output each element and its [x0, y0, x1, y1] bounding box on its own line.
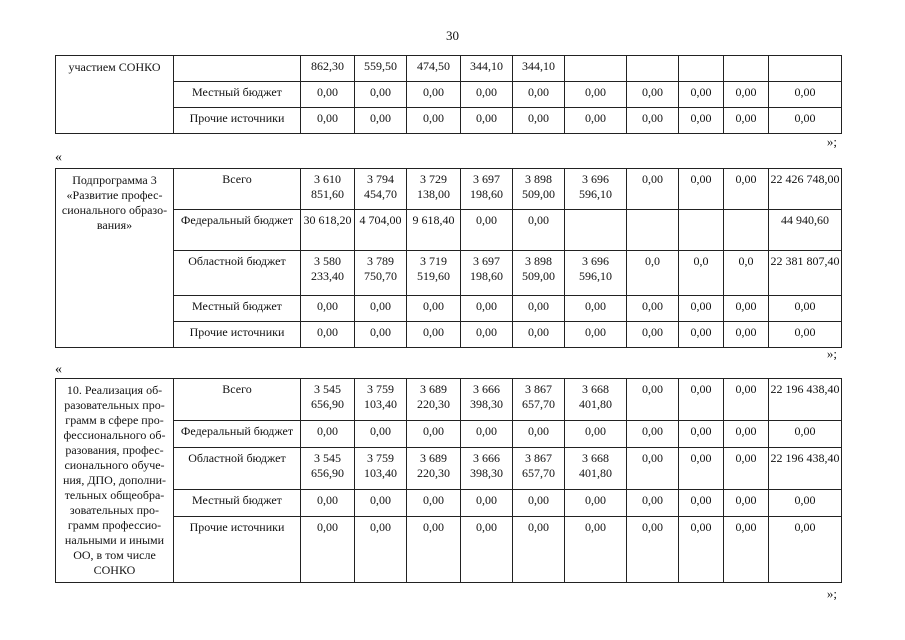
opening-quote-2: « [55, 150, 62, 165]
value-cell: 22 381 807,40 [769, 251, 842, 296]
value-cell [724, 210, 769, 251]
value-cell: 0,00 [724, 517, 769, 583]
value-cell [565, 56, 627, 82]
value-cell: 4 704,00 [355, 210, 407, 251]
value-cell: 0,00 [513, 108, 565, 134]
value-cell: 0,00 [461, 296, 513, 322]
value-cell [679, 56, 724, 82]
value-cell [565, 210, 627, 251]
value-cell: 0,00 [627, 379, 679, 421]
value-cell: 3 729 138,00 [407, 169, 461, 210]
value-cell: 0,00 [513, 421, 565, 448]
value-cell: 0,00 [769, 108, 842, 134]
value-cell: 0,00 [407, 108, 461, 134]
value-cell: 344,10 [513, 56, 565, 82]
value-cell: 0,00 [627, 82, 679, 108]
value-cell: 474,50 [407, 56, 461, 82]
value-cell: 0,00 [565, 517, 627, 583]
value-cell: 9 618,40 [407, 210, 461, 251]
value-cell: 3 668 401,80 [565, 448, 627, 490]
value-cell: 344,10 [461, 56, 513, 82]
value-cell: 0,00 [769, 82, 842, 108]
value-cell: 0,0 [627, 251, 679, 296]
closing-quote-2: »; [826, 346, 837, 361]
table-row [56, 379, 842, 421]
table-row [56, 169, 842, 210]
value-cell: 559,50 [355, 56, 407, 82]
value-cell: 3 668 401,80 [565, 379, 627, 421]
value-cell: 0,00 [513, 322, 565, 348]
value-cell: 0,00 [627, 490, 679, 517]
value-cell: 0,00 [769, 322, 842, 348]
value-cell: 0,00 [679, 82, 724, 108]
value-cell: 0,00 [513, 490, 565, 517]
value-cell: 0,00 [679, 421, 724, 448]
value-cell: 0,00 [407, 296, 461, 322]
value-cell: 3 610 851,60 [301, 169, 355, 210]
value-cell: 0,00 [627, 322, 679, 348]
value-cell: 0,00 [513, 210, 565, 251]
value-cell: 3 759 103,40 [355, 448, 407, 490]
table-row [56, 108, 842, 134]
value-cell: 0,00 [513, 296, 565, 322]
value-cell: 0,00 [301, 517, 355, 583]
value-cell: 3 719 519,60 [407, 251, 461, 296]
value-cell: 0,00 [679, 448, 724, 490]
value-cell [627, 56, 679, 82]
value-cell: 0,00 [355, 490, 407, 517]
page-number: 30 [446, 28, 459, 43]
value-cell: 3 545 656,90 [301, 448, 355, 490]
value-cell: 0,00 [461, 82, 513, 108]
value-cell: 0,00 [461, 490, 513, 517]
value-cell: 3 898 509,00 [513, 251, 565, 296]
value-cell: 3 789 750,70 [355, 251, 407, 296]
value-cell: 0,00 [724, 490, 769, 517]
value-cell: 0,00 [461, 210, 513, 251]
value-cell: 0,00 [627, 421, 679, 448]
value-cell: 0,00 [565, 421, 627, 448]
value-cell: 0,0 [724, 251, 769, 296]
value-cell: 0,00 [769, 296, 842, 322]
funding-source-cell: Всего [174, 379, 301, 421]
value-cell: 0,00 [724, 448, 769, 490]
table-row [56, 82, 842, 108]
value-cell: 3 697 198,60 [461, 251, 513, 296]
value-cell: 0,00 [724, 108, 769, 134]
value-cell: 0,00 [355, 108, 407, 134]
value-cell: 0,00 [513, 82, 565, 108]
value-cell: 3 689 220,30 [407, 379, 461, 421]
value-cell: 0,00 [301, 421, 355, 448]
value-cell: 0,00 [679, 108, 724, 134]
value-cell: 0,00 [724, 379, 769, 421]
value-cell: 3 666 398,30 [461, 379, 513, 421]
value-cell: 3 794 454,70 [355, 169, 407, 210]
value-cell: 0,00 [627, 517, 679, 583]
value-cell: 0,00 [627, 108, 679, 134]
value-cell: 0,00 [407, 322, 461, 348]
value-cell: 0,00 [461, 322, 513, 348]
value-cell: 3 696 596,10 [565, 251, 627, 296]
value-cell: 0,00 [627, 169, 679, 210]
funding-source-cell: Областной бюджет [174, 251, 301, 296]
program-name-cell: Подпрограмма 3 «Развитие профес-сионального образо-вания» [56, 169, 174, 348]
table-row [56, 210, 842, 251]
value-cell: 0,00 [679, 296, 724, 322]
value-cell: 0,00 [769, 421, 842, 448]
value-cell: 0,00 [301, 296, 355, 322]
value-cell: 3 689 220,30 [407, 448, 461, 490]
value-cell: 3 580 233,40 [301, 251, 355, 296]
value-cell: 0,00 [301, 82, 355, 108]
value-cell: 0,00 [724, 169, 769, 210]
value-cell: 0,00 [461, 108, 513, 134]
value-cell: 0,00 [301, 108, 355, 134]
funding-source-cell: Местный бюджет [174, 490, 301, 517]
value-cell: 0,00 [679, 517, 724, 583]
value-cell: 0,00 [565, 108, 627, 134]
value-cell: 3 867 657,70 [513, 448, 565, 490]
value-cell: 3 697 198,60 [461, 169, 513, 210]
value-cell: 0,00 [407, 490, 461, 517]
opening-quote-3: « [55, 362, 62, 377]
value-cell: 0,00 [461, 421, 513, 448]
value-cell: 0,00 [407, 82, 461, 108]
value-cell: 0,00 [724, 421, 769, 448]
value-cell: 0,00 [355, 421, 407, 448]
value-cell: 3 898 509,00 [513, 169, 565, 210]
value-cell: 0,00 [679, 322, 724, 348]
value-cell: 0,00 [301, 490, 355, 517]
value-cell: 0,00 [769, 517, 842, 583]
value-cell: 3 696 596,10 [565, 169, 627, 210]
value-cell: 0,00 [355, 517, 407, 583]
value-cell: 0,00 [679, 379, 724, 421]
value-cell: 3 545 656,90 [301, 379, 355, 421]
value-cell: 30 618,20 [301, 210, 355, 251]
table-row [56, 322, 842, 348]
table-row [56, 296, 842, 322]
value-cell: 0,00 [407, 421, 461, 448]
value-cell: 0,00 [724, 296, 769, 322]
value-cell: 0,00 [565, 82, 627, 108]
value-cell: 3 666 398,30 [461, 448, 513, 490]
value-cell: 0,00 [355, 296, 407, 322]
closing-quote-1: »; [826, 134, 837, 149]
value-cell: 0,0 [679, 251, 724, 296]
funding-source-cell: Всего [174, 169, 301, 210]
value-cell: 0,00 [565, 490, 627, 517]
table-continuation-sonko [55, 55, 842, 134]
value-cell: 862,30 [301, 56, 355, 82]
funding-source-cell: Местный бюджет [174, 296, 301, 322]
value-cell: 22 196 438,40 [769, 448, 842, 490]
value-cell: 0,00 [627, 296, 679, 322]
value-cell [769, 56, 842, 82]
funding-source-cell: Прочие источники [174, 108, 301, 134]
funding-source-cell [174, 56, 301, 82]
value-cell: 22 426 748,00 [769, 169, 842, 210]
value-cell: 0,00 [679, 169, 724, 210]
value-cell: 0,00 [769, 490, 842, 517]
funding-source-cell: Областной бюджет [174, 448, 301, 490]
value-cell: 0,00 [679, 490, 724, 517]
table-measure-10 [55, 378, 842, 583]
value-cell [679, 210, 724, 251]
table-subprogram-3 [55, 168, 842, 348]
funding-source-cell: Федеральный бюджет [174, 421, 301, 448]
funding-source-cell: Прочие источники [174, 517, 301, 583]
value-cell: 0,00 [301, 322, 355, 348]
table-row [56, 421, 842, 448]
value-cell: 0,00 [461, 517, 513, 583]
program-name-cell: участием СОНКО [56, 56, 174, 134]
value-cell: 22 196 438,40 [769, 379, 842, 421]
value-cell: 0,00 [407, 517, 461, 583]
value-cell: 3 759 103,40 [355, 379, 407, 421]
value-cell: 0,00 [355, 322, 407, 348]
value-cell: 0,00 [565, 296, 627, 322]
table-row [56, 490, 842, 517]
closing-quote-3: »; [826, 586, 837, 601]
funding-source-cell: Местный бюджет [174, 82, 301, 108]
funding-source-cell: Прочие источники [174, 322, 301, 348]
funding-source-cell: Федеральный бюджет [174, 210, 301, 251]
value-cell: 0,00 [355, 82, 407, 108]
value-cell: 0,00 [627, 448, 679, 490]
table-row [56, 517, 842, 583]
table-row [56, 251, 842, 296]
program-name-cell: 10. Реализация об-разовательных про-грамм в сфере про-фессионального об-разования, профес-сионального обуче-ния, ДПО, дополни-тельных общеобра-зовательных про-грамм профессио-нальными и иными ОО, в том числе СОНКО [56, 379, 174, 583]
value-cell: 0,00 [513, 517, 565, 583]
value-cell: 0,00 [565, 322, 627, 348]
value-cell: 3 867 657,70 [513, 379, 565, 421]
table-row [56, 56, 842, 82]
value-cell [627, 210, 679, 251]
value-cell: 0,00 [724, 322, 769, 348]
table-row [56, 448, 842, 490]
value-cell: 0,00 [724, 82, 769, 108]
value-cell [724, 56, 769, 82]
value-cell: 44 940,60 [769, 210, 842, 251]
